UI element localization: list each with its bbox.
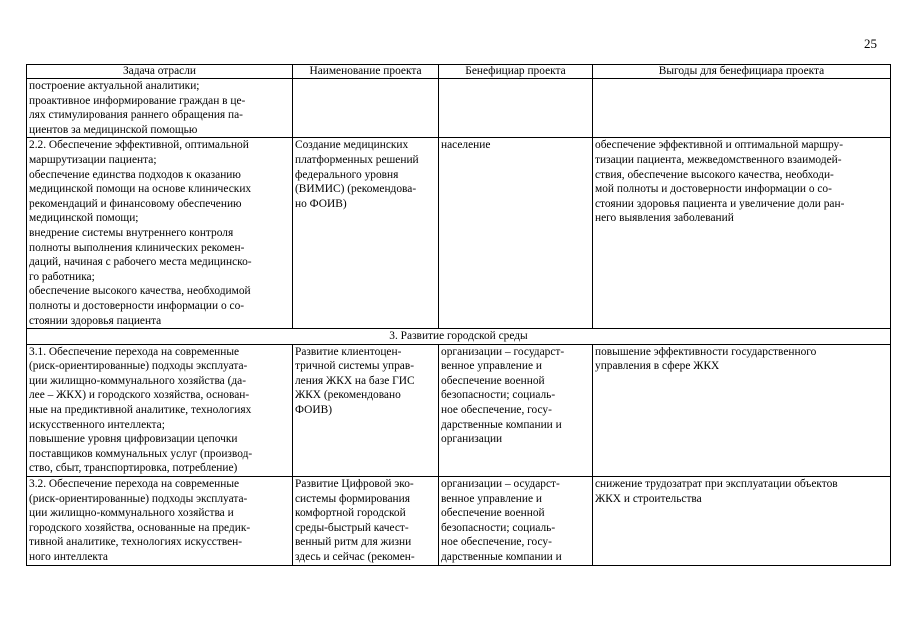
cell-line: тивной аналитике, технологиях искусствен- — [29, 536, 243, 549]
cell-line: комфортной городской — [295, 507, 406, 520]
cell-line: городского хозяйства, основанные на предик- — [29, 521, 251, 534]
cell-line: Развитие клиентоцен- — [295, 345, 402, 358]
cell-line: дарственные компании и — [441, 418, 562, 431]
cell-line: повышение уровня цифровизации цепочки — [29, 433, 238, 446]
cell-line: ного интеллекта — [29, 551, 108, 563]
section-row — [27, 329, 891, 345]
cell-line: стоянии здоровья пациента — [29, 314, 162, 327]
cell-line: проактивное информирование граждан в це- — [29, 94, 246, 107]
table-header-row — [27, 65, 891, 79]
cell-beneficiary — [439, 79, 593, 138]
cell-benefits — [593, 79, 891, 138]
cell-line: 2.2. Обеспечение эффективной, оптимальной — [29, 139, 249, 152]
cell-project — [293, 79, 439, 138]
cell-line: венное управление и — [441, 360, 542, 373]
cell-line: безопасности; социаль- — [441, 389, 556, 402]
cell-line: ции жилищно-коммунального хозяйства и — [29, 507, 234, 520]
cell-line: ное обеспечение, госу- — [441, 536, 552, 549]
cell-project — [293, 138, 439, 329]
section-title: 3. Развитие городской среды — [27, 329, 891, 345]
cell-line: ФОИВ) — [295, 404, 332, 417]
cell-project — [293, 344, 439, 476]
cell-benefits — [593, 344, 891, 476]
cell-line: обеспечение высокого качества, необходимой — [29, 285, 251, 298]
cell-line: ные на предиктивной аналитике, технологиях — [29, 404, 252, 417]
column-header-task: Задача отрасли — [27, 65, 293, 79]
cell-line: федерального уровня — [295, 168, 399, 181]
cell-line: внедрение системы внутреннего контроля — [29, 226, 234, 239]
table-row — [27, 79, 891, 138]
cell-line: тричной системы управ- — [295, 360, 415, 373]
cell-task — [27, 477, 293, 566]
cell-line: Развитие Цифровой эко- — [295, 478, 414, 491]
cell-task — [27, 138, 293, 329]
cell-line: организации – осударст- — [441, 478, 560, 491]
cell-line: ство, сбыт, транспортировка, потребление) — [29, 462, 238, 475]
cell-line: управления в сфере ЖКХ — [595, 360, 720, 373]
cell-line: построение актуальной аналитики; — [29, 80, 200, 92]
cell-task — [27, 344, 293, 476]
cell-line: 3.2. Обеспечение перехода на современные — [29, 478, 240, 491]
cell-line: повышение эффективности государственного — [595, 345, 817, 358]
cell-line: дарственные компании и — [441, 551, 562, 563]
cell-line: ЖКХ (рекомендовано — [295, 389, 401, 402]
cell-line: рекомендаций и финансовому обеспечению — [29, 197, 242, 210]
column-header-benefits: Выгоды для бенефициара проекта — [593, 65, 891, 79]
cell-line: ное обеспечение, госу- — [441, 404, 552, 417]
cell-line: обеспечение эффективной и оптимальной маршру- — [595, 139, 844, 152]
industry-tasks-table — [26, 64, 891, 566]
cell-line: ции жилищно-коммунального хозяйства (да- — [29, 374, 247, 387]
table-row — [27, 344, 891, 476]
cell-project — [293, 477, 439, 566]
cell-line: (ВИМИС) (рекомендова- — [295, 183, 417, 196]
column-header-beneficiary: Бенефициар проекта — [439, 65, 593, 79]
cell-line: безопасности; социаль- — [441, 521, 556, 534]
cell-line: здесь и сейчас (рекомен- — [295, 551, 415, 563]
cell-line: стоянии здоровья пациента и увеличение доли ран- — [595, 197, 845, 210]
cell-line: поставщиков коммунальных услуг (производ- — [29, 447, 253, 460]
cell-line: полноты выполнения клинических рекомен- — [29, 241, 245, 254]
cell-line: него выявления заболеваний — [595, 212, 734, 225]
cell-line: 3.1. Обеспечение перехода на современные — [29, 345, 240, 358]
cell-line: среды-быстрый качест- — [295, 521, 409, 534]
cell-line: лях стимулирования раннего обращения па- — [29, 109, 243, 122]
cell-line: ления ЖКХ на базе ГИС — [295, 374, 415, 387]
cell-line: мой полноты и достоверности информации о со- — [595, 183, 832, 196]
cell-line: обеспечение единства подходов к оказанию — [29, 168, 241, 181]
cell-line: венный ритм для жизни — [295, 536, 412, 549]
cell-line: медицинской помощи; — [29, 212, 139, 225]
cell-benefits — [593, 138, 891, 329]
cell-beneficiary — [439, 477, 593, 566]
table-row — [27, 477, 891, 566]
cell-line: население — [441, 139, 491, 152]
cell-line: лее – ЖКХ) и городского хозяйства, основан- — [29, 389, 250, 402]
cell-line: полноты и достоверности информации о со- — [29, 299, 245, 312]
cell-line: циентов за медицинской помощью — [29, 123, 198, 136]
cell-benefits — [593, 477, 891, 566]
cell-beneficiary — [439, 138, 593, 329]
cell-line: организации — [441, 433, 503, 446]
cell-line: снижение трудозатрат при эксплуатации объектов — [595, 478, 838, 491]
cell-line: системы формирования — [295, 492, 410, 505]
cell-line: ствия, обеспечение высокого качества, необходи- — [595, 168, 834, 181]
cell-line: но ФОИВ) — [295, 197, 347, 210]
cell-line: (риск-ориентированные) подходы эксплуата- — [29, 492, 248, 505]
cell-line: го работника; — [29, 270, 95, 283]
cell-line: (риск-ориентированные) подходы эксплуата- — [29, 360, 248, 373]
cell-line: венное управление и — [441, 492, 542, 505]
column-header-project: Наименование проекта — [293, 65, 439, 79]
cell-line: ЖКХ и строительства — [595, 492, 702, 505]
page-number: 25 — [864, 36, 877, 51]
cell-line: платформенных решений — [295, 153, 419, 166]
cell-beneficiary — [439, 344, 593, 476]
cell-line: искусственного интеллекта; — [29, 418, 165, 431]
cell-task — [27, 79, 293, 138]
cell-line: обеспечение военной — [441, 507, 545, 520]
cell-line: организации – государст- — [441, 345, 565, 358]
cell-line: Создание медицинских — [295, 139, 409, 152]
cell-line: тизации пациента, межведомственного взаимодей- — [595, 153, 842, 166]
table-row — [27, 138, 891, 329]
cell-line: маршрутизации пациента; — [29, 153, 157, 166]
cell-line: обеспечение военной — [441, 374, 545, 387]
cell-line: даций, начиная с рабочего места медицинско- — [29, 256, 252, 269]
cell-line: медицинской помощи на основе клинических — [29, 183, 252, 196]
